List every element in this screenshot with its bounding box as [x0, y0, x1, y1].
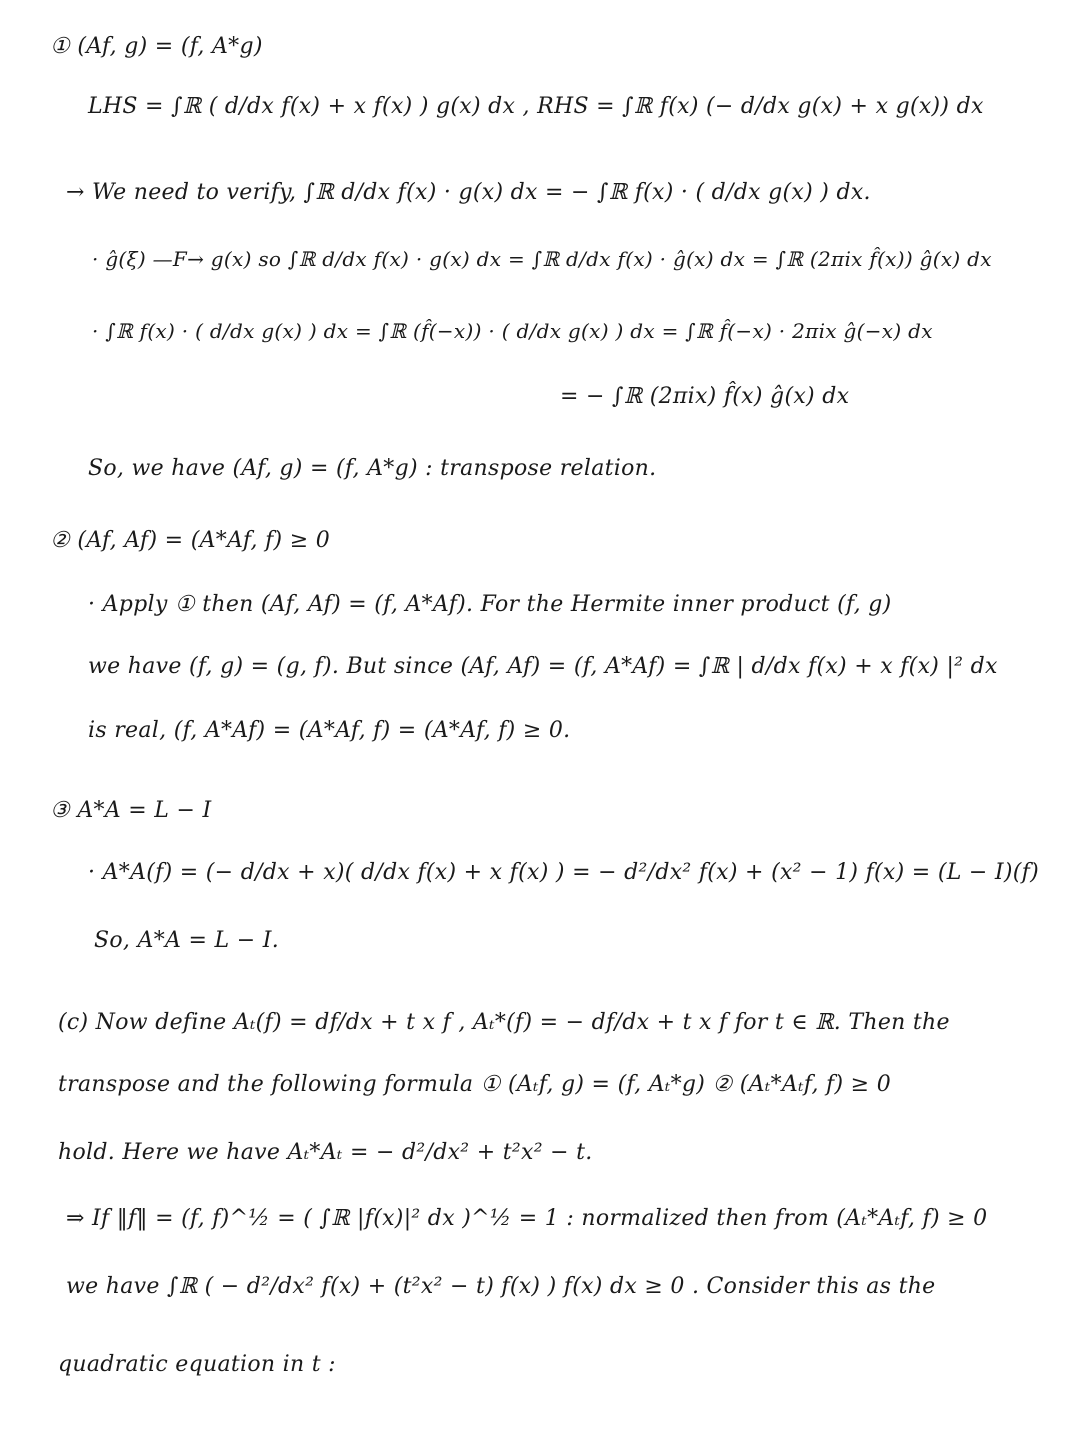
item-3-heading: ③ A*A = L − I	[50, 798, 212, 823]
inequality-line: we have ∫ℝ ( − d²/dx² f(x) + (t²x² − t) f(x) ) f(x) dx ≥ 0 . Consider this as the	[66, 1274, 936, 1299]
normalized-line: ⇒ If ‖f‖ = (f, f)^½ = ( ∫ℝ |f(x)|² dx )^½ = 1 : normalized then from (Aₜ*Aₜf, f) ≥ 0	[66, 1206, 988, 1231]
fourier-lhs-line: · ĝ(ξ) —F→ g(x) so ∫ℝ d/dx f(x) · g(x) dx = ∫ℝ d/dx f(x) · ĝ(x) dx = ∫ℝ (2πix f̂(x)) ĝ(x) dx	[92, 247, 992, 271]
part-c-definition-line: (c) Now define Aₜ(f) = df/dx + t x f , Aₜ*(f) = − df/dx + t x f for t ∈ ℝ. Then the	[58, 1010, 950, 1035]
part-c-hold-line: hold. Here we have Aₜ*Aₜ = − d²/dx² + t²x² − t.	[58, 1140, 593, 1165]
real-nonnegative-line: is real, (f, A*Af) = (A*Af, f) = (A*Af, f) ≥ 0.	[88, 718, 571, 743]
hermite-symmetry-line: we have (f, g) = (g, f). But since (Af, Af) = (f, A*Af) = ∫ℝ | d/dx f(x) + x f(x) |² dx	[88, 654, 998, 679]
part-c-formulas-line: transpose and the following formula ① (Aₜf, g) = (f, Aₜ*g) ② (Aₜ*Aₜf, f) ≥ 0	[58, 1072, 891, 1097]
item-2-heading: ② (Af, Af) = (A*Af, f) ≥ 0	[50, 528, 331, 553]
item-1-heading: ① (Af, g) = (f, A*g)	[50, 34, 263, 59]
fourier-rhs-result: = − ∫ℝ (2πix) f̂(x) ĝ(x) dx	[560, 384, 850, 409]
lhs-rhs-line: LHS = ∫ℝ ( d/dx f(x) + x f(x) ) g(x) dx , RHS = ∫ℝ f(x) (− d/dx g(x) + x g(x)) dx	[88, 94, 984, 119]
ata-conclusion-line: So, A*A = L − I.	[94, 928, 280, 953]
apply-hermite-line: · Apply ① then (Af, Af) = (f, A*Af). For the Hermite inner product (f, g)	[88, 592, 892, 617]
transpose-conclusion: So, we have (Af, g) = (f, A*g) : transpose relation.	[88, 456, 657, 481]
quadratic-line: quadratic equation in t :	[58, 1352, 336, 1377]
fourier-rhs-line: · ∫ℝ f(x) · ( d/dx g(x) ) dx = ∫ℝ (f̂(−x)) · ( d/dx g(x) ) dx = ∫ℝ f̂(−x) · 2πix ĝ(−x) dx	[92, 319, 933, 343]
ata-computation-line: · A*A(f) = (− d/dx + x)( d/dx f(x) + x f(x) ) = − d²/dx² f(x) + (x² − 1) f(x) = (L − I)(f)	[88, 860, 1040, 885]
verify-statement: → We need to verify, ∫ℝ d/dx f(x) · g(x) dx = − ∫ℝ f(x) · ( d/dx g(x) ) dx.	[66, 180, 871, 205]
